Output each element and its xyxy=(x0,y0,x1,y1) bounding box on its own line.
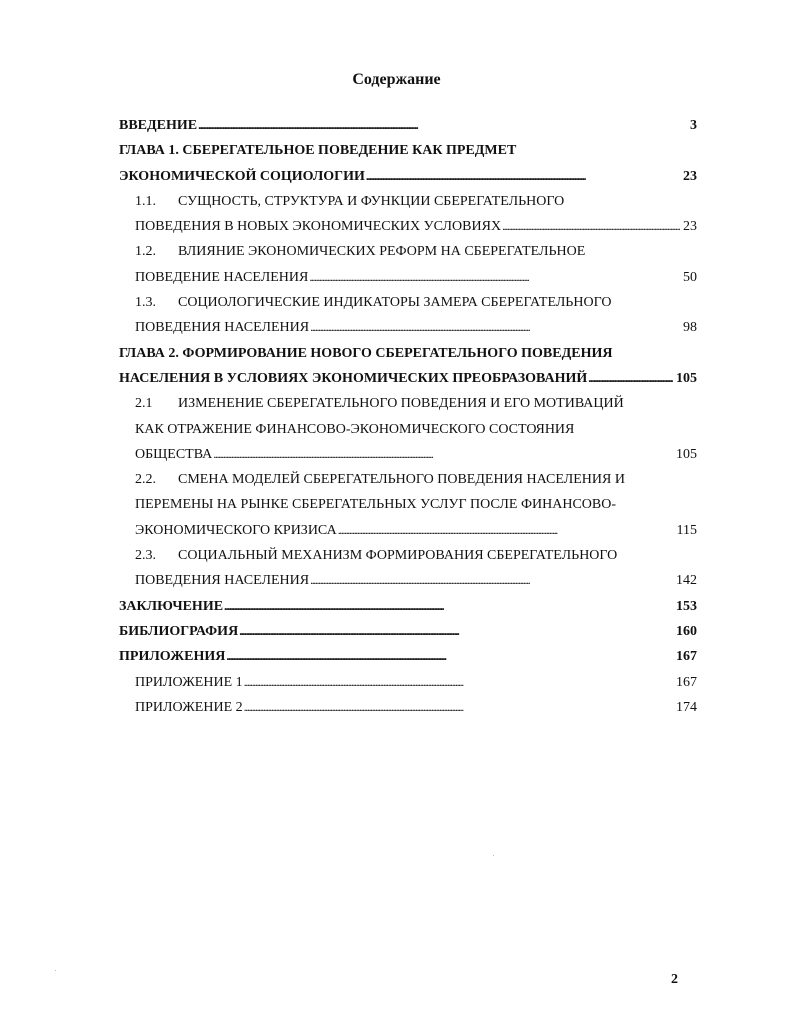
toc-section-2-2-line-1[interactable] xyxy=(119,467,697,492)
toc-entry-label: СОЦИАЛЬНЫЙ МЕХАНИЗМ ФОРМИРОВАНИЯ СБЕРЕГАТЕЛЬНОГО xyxy=(178,548,618,564)
toc-entry-label: БИБЛИОГРАФИЯ xyxy=(119,623,239,639)
toc-chapter-1-line-2[interactable] xyxy=(119,164,697,189)
toc-chapter-2-line-1[interactable] xyxy=(119,341,697,366)
toc-entry-label: КАК ОТРАЖЕНИЕ ФИНАНСОВО-ЭКОНОМИЧЕСКОГО СОСТОЯНИЯ xyxy=(135,421,575,437)
toc-entry-label: ЗАКЛЮЧЕНИЕ xyxy=(119,598,224,614)
toc-page-number: 142 xyxy=(676,573,697,589)
toc-section-2-1-line-1[interactable] xyxy=(119,391,697,416)
toc-section-number: 2.2. xyxy=(135,472,156,488)
toc-entry-label: ПРИЛОЖЕНИЕ 2 xyxy=(135,699,243,715)
toc-section-2-2-line-3[interactable] xyxy=(119,518,697,543)
toc-section-1-3-line-2[interactable] xyxy=(119,315,697,340)
toc-page-number: 160 xyxy=(676,623,697,639)
toc-entry-appendices[interactable] xyxy=(119,644,697,669)
dot-leader xyxy=(213,442,673,467)
toc-entry-label: ПОВЕДЕНИЯ НАСЕЛЕНИЯ xyxy=(135,320,310,336)
toc-entry-label: ВВЕДЕНИЕ xyxy=(119,118,198,133)
toc-entry-label: ПРИЛОЖЕНИЕ 1 xyxy=(135,674,243,690)
toc-entry-introduction[interactable] xyxy=(119,113,697,138)
toc-section-number: 2.3. xyxy=(135,548,156,564)
toc-section-number: 1.1. xyxy=(135,193,156,209)
toc-section-number: 1.3. xyxy=(135,295,156,311)
toc-section-1-1-line-1[interactable] xyxy=(119,189,697,214)
toc-page-number: 115 xyxy=(676,522,697,538)
toc-section-number: 2.1 xyxy=(135,396,153,412)
table-of-contents xyxy=(119,113,697,720)
toc-page-number: 174 xyxy=(676,699,697,715)
toc-entry-appendix-1[interactable] xyxy=(119,670,697,695)
dot-leader xyxy=(502,214,680,239)
toc-entry-bibliography[interactable] xyxy=(119,619,697,644)
dot-leader xyxy=(239,619,673,644)
toc-entry-label: ПОВЕДЕНИЯ В НОВЫХ ЭКОНОМИЧЕСКИХ УСЛОВИЯХ xyxy=(135,219,502,235)
toc-entry-label: ГЛАВА 1. СБЕРЕГАТЕЛЬНОЕ ПОВЕДЕНИЕ КАК ПРЕДМЕТ xyxy=(119,143,517,159)
toc-page-number: 50 xyxy=(683,269,697,285)
dot-leader xyxy=(338,518,674,543)
toc-entry-label: ПОВЕДЕНИЕ НАСЕЛЕНИЯ xyxy=(135,269,309,285)
toc-entry-label: СОЦИОЛОГИЧЕСКИЕ ИНДИКАТОРЫ ЗАМЕРА СБЕРЕГАТЕЛЬНОГО xyxy=(178,295,612,311)
toc-entry-label: ЭКОНОМИЧЕСКОГО КРИЗИСА xyxy=(135,522,337,538)
toc-page-number: 167 xyxy=(676,674,697,690)
dot-leader xyxy=(310,315,680,340)
toc-section-1-1-line-2[interactable] xyxy=(119,214,697,239)
toc-page-number: 23 xyxy=(683,219,697,235)
toc-entry-label: ОБЩЕСТВА xyxy=(135,446,213,462)
dot-leader xyxy=(224,594,673,619)
toc-page-number: 98 xyxy=(683,320,697,336)
toc-page-number: 23 xyxy=(683,168,697,184)
toc-entry-label: СМЕНА МОДЕЛЕЙ СБЕРЕГАТЕЛЬНОГО ПОВЕДЕНИЯ НАСЕЛЕНИЯ И xyxy=(178,472,625,488)
toc-page-number: 3 xyxy=(690,118,697,133)
dot-leader xyxy=(310,568,673,593)
dot-leader xyxy=(588,366,673,391)
toc-section-2-3-line-2[interactable] xyxy=(119,568,697,593)
toc-section-1-2-line-2[interactable] xyxy=(119,265,697,290)
toc-entry-label: ПРИЛОЖЕНИЯ xyxy=(119,649,226,665)
toc-chapter-1-line-1[interactable] xyxy=(119,138,697,163)
toc-entry-label: ГЛАВА 2. ФОРМИРОВАНИЕ НОВОГО СБЕРЕГАТЕЛЬНОГО ПОВЕДЕНИЯ xyxy=(119,345,613,361)
toc-section-2-1-line-3[interactable] xyxy=(119,442,697,467)
dot-leader xyxy=(198,113,687,138)
dot-leader xyxy=(244,670,673,695)
toc-page-number: 153 xyxy=(676,598,697,614)
toc-entry-label: НАСЕЛЕНИЯ В УСЛОВИЯХ ЭКОНОМИЧЕСКИХ ПРЕОБРАЗОВАНИЙ xyxy=(119,370,588,386)
toc-entry-appendix-2[interactable] xyxy=(119,695,697,720)
toc-section-1-3-line-1[interactable] xyxy=(119,290,697,315)
scan-speck xyxy=(55,970,56,971)
toc-section-number: 1.2. xyxy=(135,244,156,260)
toc-entry-label: ПЕРЕМЕНЫ НА РЫНКЕ СБЕРЕГАТЕЛЬНЫХ УСЛУГ ПОСЛЕ ФИНАНСОВО- xyxy=(135,497,617,513)
toc-entry-label: ЭКОНОМИЧЕСКОЙ СОЦИОЛОГИИ xyxy=(119,168,365,184)
toc-page-number: 167 xyxy=(676,649,697,665)
toc-entry-conclusion[interactable] xyxy=(119,594,697,619)
toc-page-number: 105 xyxy=(676,370,697,386)
toc-entry-label: СУЩНОСТЬ, СТРУКТУРА И ФУНКЦИИ СБЕРЕГАТЕЛЬНОГО xyxy=(178,193,565,209)
toc-section-2-2-line-2[interactable] xyxy=(119,492,697,517)
dot-leader xyxy=(244,695,673,720)
dot-leader xyxy=(366,164,680,189)
scan-speck xyxy=(493,855,494,856)
dot-leader xyxy=(309,265,680,290)
toc-section-2-3-line-1[interactable] xyxy=(119,543,697,568)
toc-entry-label: ПОВЕДЕНИЯ НАСЕЛЕНИЯ xyxy=(135,573,310,589)
toc-section-2-1-line-2[interactable] xyxy=(119,417,697,442)
page-number: 2 xyxy=(671,972,678,987)
dot-leader xyxy=(226,644,673,669)
toc-chapter-2-line-2[interactable] xyxy=(119,366,697,391)
toc-entry-label: ВЛИЯНИЕ ЭКОНОМИЧЕСКИХ РЕФОРМ НА СБЕРЕГАТЕЛЬНОЕ xyxy=(178,244,586,260)
toc-page-number: 105 xyxy=(676,446,697,462)
page-title: Содержание xyxy=(352,71,441,88)
toc-entry-label: ИЗМЕНЕНИЕ СБЕРЕГАТЕЛЬНОГО ПОВЕДЕНИЯ И ЕГО МОТИВАЦИЙ xyxy=(178,396,624,412)
toc-section-1-2-line-1[interactable] xyxy=(119,239,697,264)
